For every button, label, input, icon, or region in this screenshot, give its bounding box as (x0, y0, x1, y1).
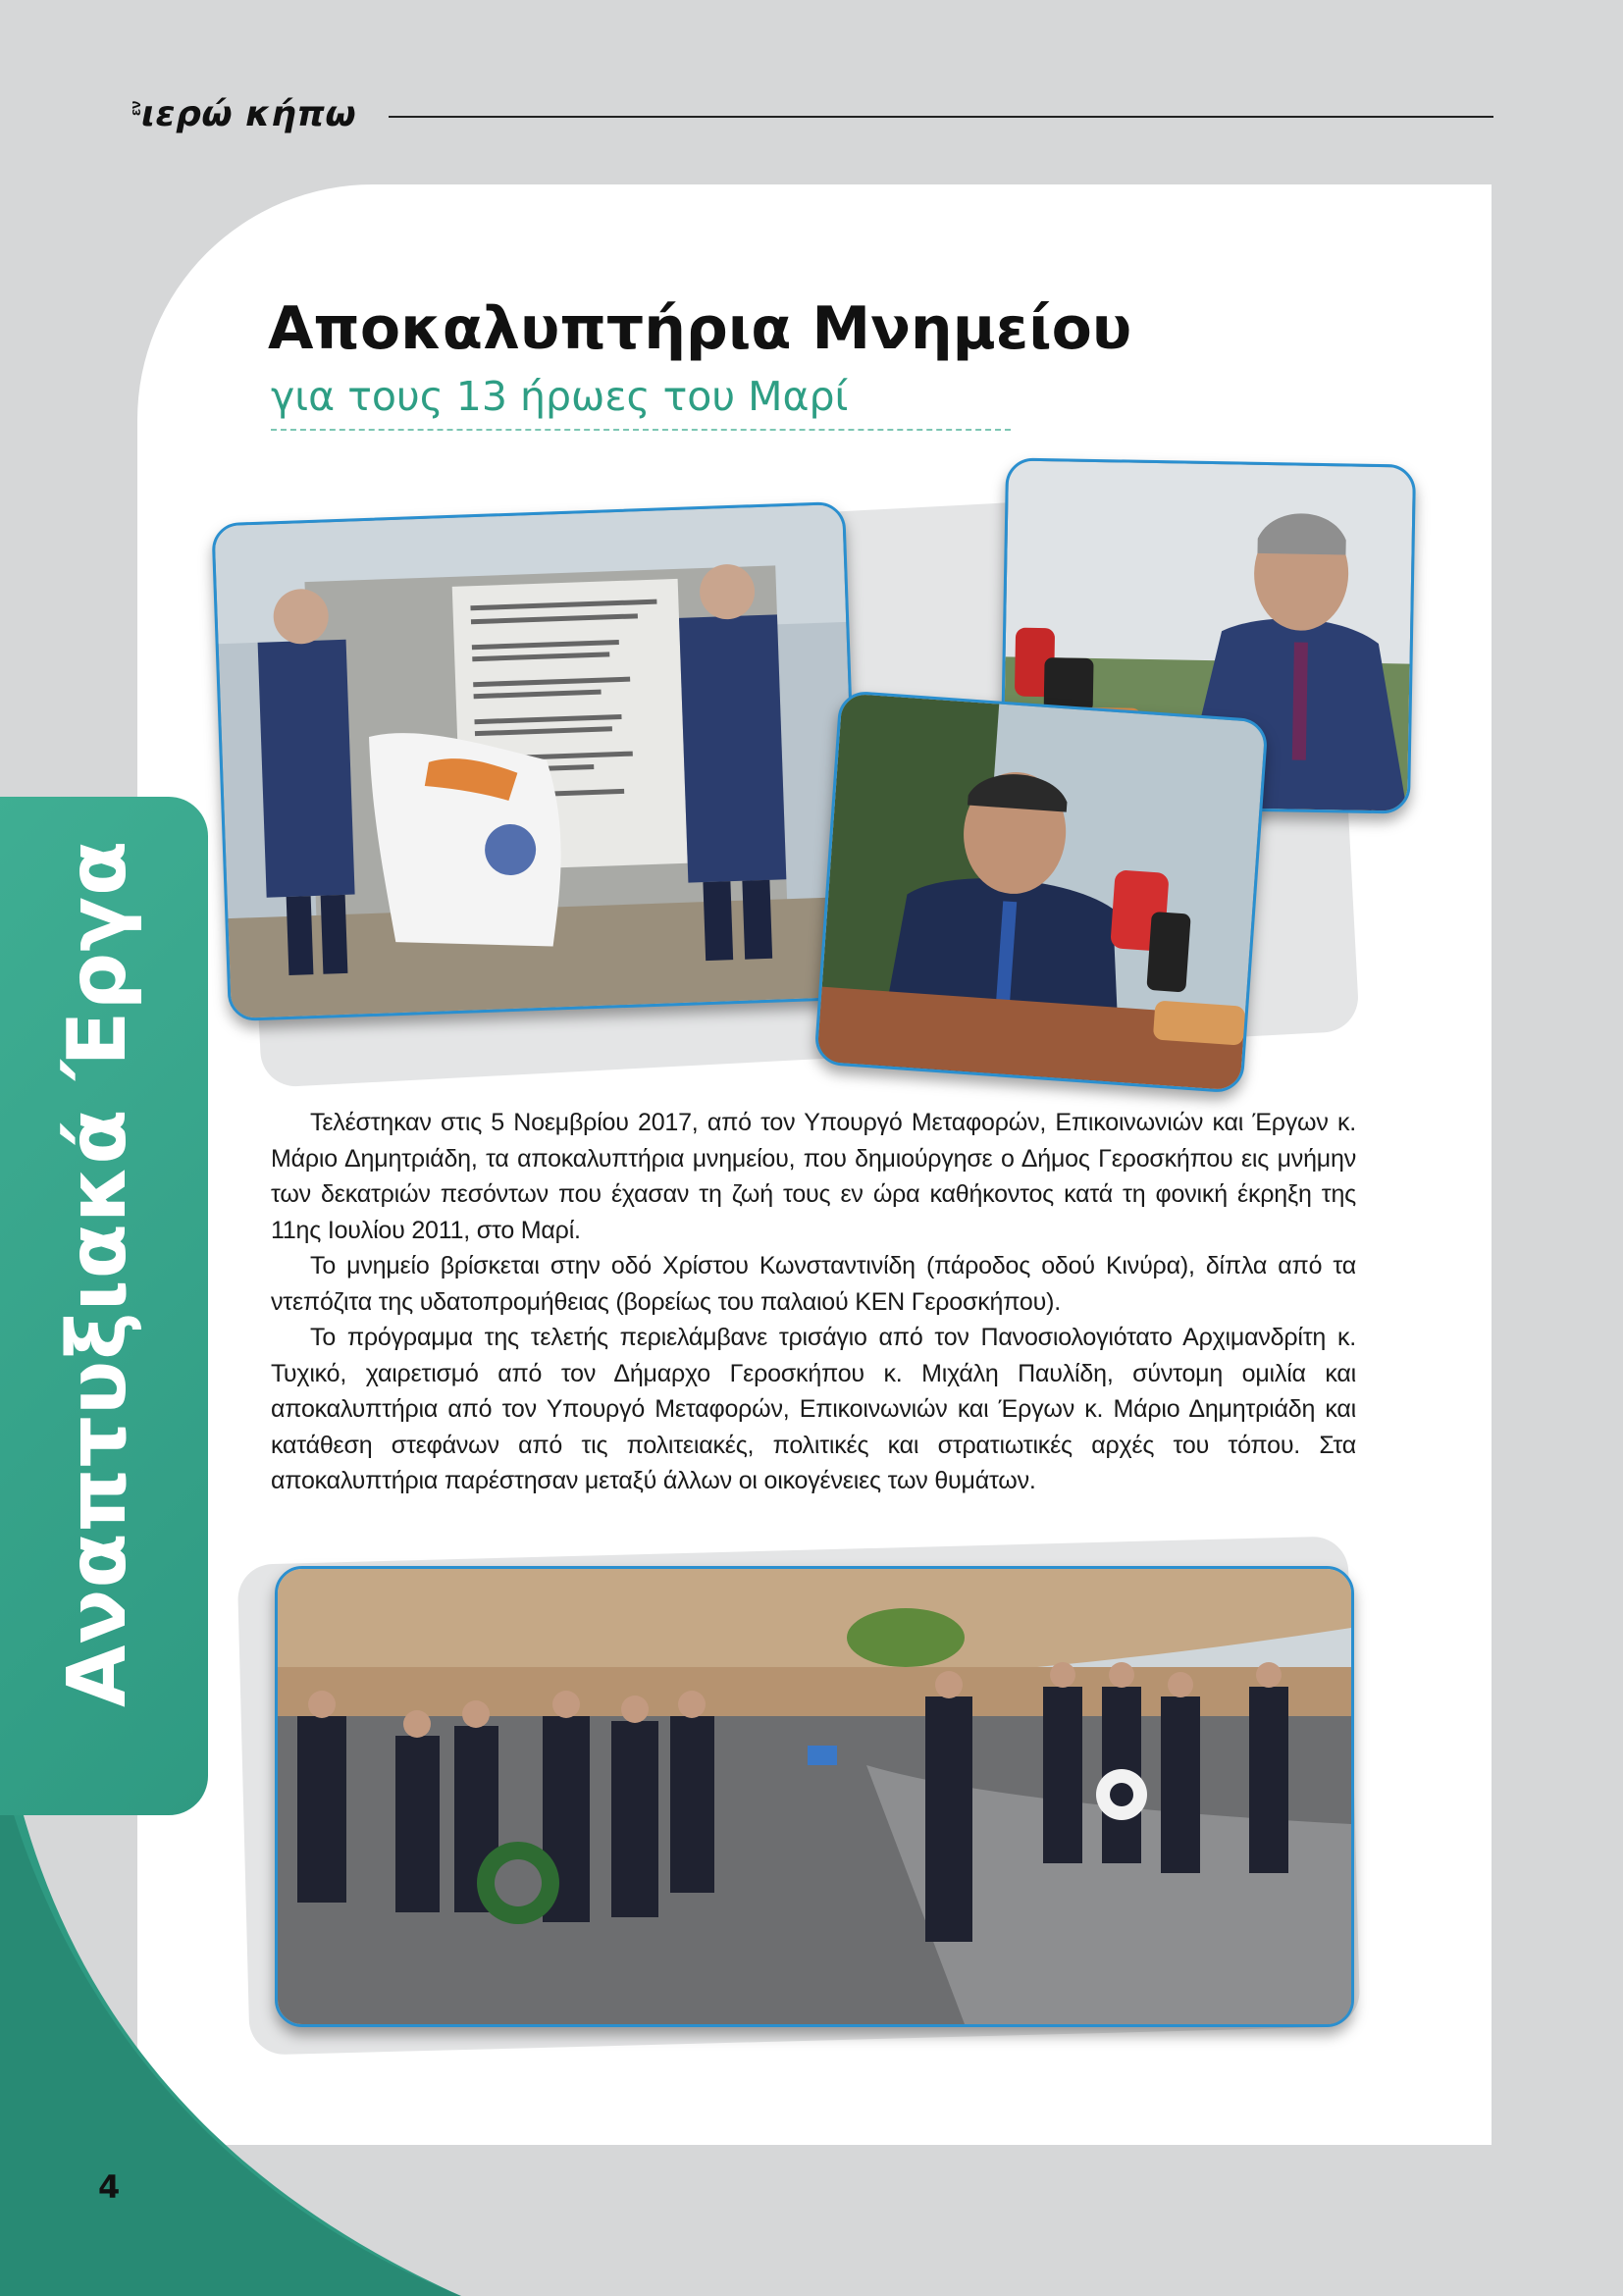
article-paragraph: Το μνημείο βρίσκεται στην οδό Χρίστου Κωνσταντινίδη (πάροδος οδού Κινύρα), δίπλα από τα ντεπόζιτα της υδατοπρομήθειας (βορείως του παλαιού ΚΕΝ Γεροσκήπου). (271, 1252, 1356, 1316)
photo-wreath-ceremony (275, 1566, 1354, 2027)
brand-title: ιερώ κήπω (141, 94, 357, 134)
page-number: 4 (98, 2168, 121, 2206)
article-paragraph: Τελέστηκαν στις 5 Νοεμβρίου 2017, από τον Υπουργό Μεταφορών, Επικοινωνιών και Έργων κ. Μάριο Δημητριάδη, τα αποκαλυπτήρια μνημείου, που δημιούργησε ο Δήμος Γεροσκήπου εις μνήμην των δεκατριών πεσόντων που έχασαν τη ζωή τους εν ώρα καθήκοντος κατά τη φονική έκρηξη της 11ης Ιουλίου 2011, στο Μαρί. (271, 1109, 1356, 1244)
photo-minister-speech (813, 690, 1269, 1094)
photo-monument-unveiling (211, 501, 862, 1021)
brand-prefix: εν (128, 100, 144, 116)
section-title: Αναπτυξιακά Έργα (51, 839, 144, 1707)
masthead (128, 94, 1493, 137)
header-rule (389, 116, 1493, 118)
subtitle-divider (271, 429, 1011, 431)
article-body (271, 1105, 1356, 1499)
article-title: Αποκαλυπτήρια Μνημείου (268, 294, 1132, 363)
article-paragraph: Το πρόγραμμα της τελετής περιελάμβανε τρισάγιο από τον Πανοσιολογιότατο Αρχιμανδρίτη κ. Τυχικό, χαιρετισμό από τον Δήμαρχο Γεροσκήπου κ. Μιχάλη Παυλίδη, σύντομη ομιλία και αποκαλυπτήρια από τον Υπουργό Μεταφορών, Επικοινωνιών και Έργων κ. Μάριο Δημητριάδη και κατάθεση στεφάνων από τις πολιτειακές, πολιτικές και στρατιωτικές αρχές του τόπου. Στα αποκαλυπτήρια παρέστησαν μεταξύ άλλων οι οικογένειες των θυμάτων. (271, 1324, 1356, 1494)
article-subtitle: για τους 13 ήρωες του Μαρί (271, 373, 849, 420)
